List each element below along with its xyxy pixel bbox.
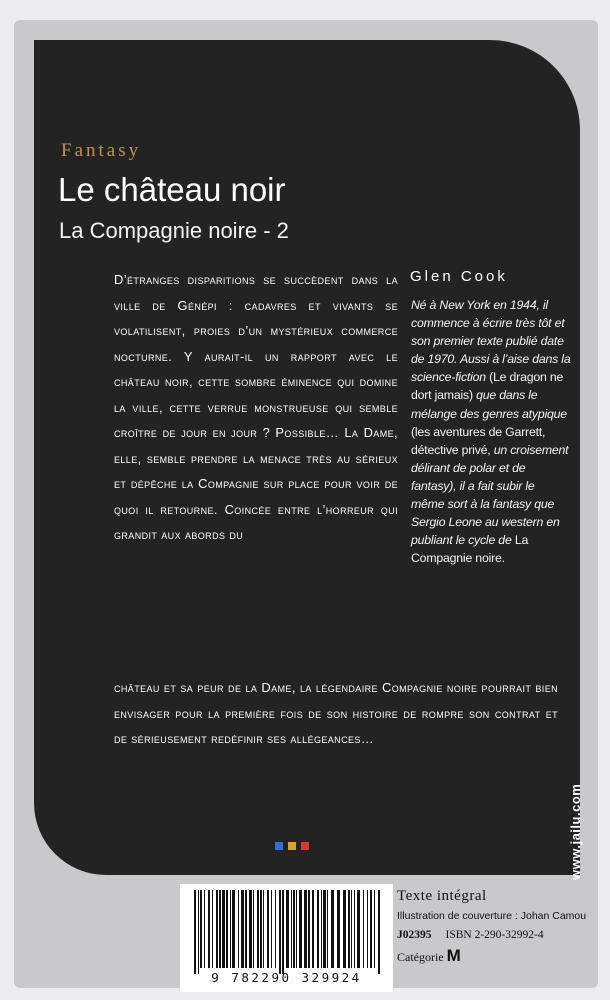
barcode-bar bbox=[291, 890, 292, 968]
barcode-bar bbox=[343, 890, 346, 968]
integral-text-label: Texte intégral bbox=[397, 888, 487, 904]
barcode-bar bbox=[267, 890, 269, 968]
book-subtitle: La Compagnie noire - 2 bbox=[59, 218, 289, 243]
blurb-text-bottom: château et sa peur de la Dame, la légendaire Compagnie noire pourrait bien envisager pour la première fois de son histoire de rompre son contrat et de sérieusement redéfinir ses allégeances… bbox=[114, 680, 558, 746]
barcode-bar bbox=[337, 890, 340, 968]
barcode-bar bbox=[253, 890, 254, 968]
product-code: J02395 bbox=[397, 929, 432, 941]
barcode-bar bbox=[348, 890, 350, 968]
barcode-bar bbox=[245, 890, 247, 968]
barcode-bar bbox=[212, 890, 213, 968]
bio-part-6: La Compagnie noire. bbox=[411, 533, 529, 566]
bio-part-3: que dans le mélange des genres atypique bbox=[411, 388, 567, 421]
barcode-bar bbox=[304, 890, 307, 968]
category-line bbox=[397, 946, 597, 966]
author-bio bbox=[411, 296, 571, 567]
barcode-bar bbox=[282, 890, 284, 974]
barcode-bar bbox=[208, 890, 210, 968]
barcode-bar bbox=[351, 890, 352, 968]
barcode-bar bbox=[367, 890, 368, 968]
barcode-bar bbox=[312, 890, 314, 968]
bio-part-5: un croisement délirant de polar et de fantasy), il a fait subir le même sort à la fantasy que Sergio Leone au western en publiant le cycle de bbox=[411, 442, 569, 548]
red-dot bbox=[301, 842, 309, 850]
barcode-bar bbox=[216, 890, 218, 968]
barcode-bar bbox=[271, 890, 272, 968]
barcode-bar bbox=[226, 890, 228, 968]
barcode-bar bbox=[323, 890, 326, 968]
blue-dot bbox=[275, 842, 283, 850]
barcode-bar bbox=[370, 890, 372, 968]
barcode-bar bbox=[331, 890, 334, 968]
category-label: Catégorie bbox=[397, 950, 444, 964]
barcode-bar bbox=[363, 890, 364, 968]
barcode bbox=[180, 884, 393, 992]
barcode-bar bbox=[308, 890, 310, 968]
barcode-bar bbox=[238, 890, 239, 968]
genre-label: Fantasy bbox=[61, 140, 142, 161]
barcode-bar bbox=[198, 890, 199, 974]
color-dots bbox=[275, 842, 309, 850]
illustration-credit: Illustration de couverture : Johan Camou bbox=[397, 910, 587, 922]
barcode-bar bbox=[354, 890, 355, 968]
barcode-number: 9 782290 329924 bbox=[211, 970, 362, 985]
publisher-website: www.jailu.com bbox=[568, 783, 583, 880]
author-name: Glen Cook bbox=[410, 268, 508, 285]
barcode-bar bbox=[257, 890, 259, 968]
barcode-bar bbox=[327, 890, 328, 968]
barcode-bars bbox=[180, 884, 393, 974]
barcode-bar bbox=[321, 890, 322, 968]
barcode-bar bbox=[378, 890, 380, 974]
bio-part-2: (Le dragon ne dort jamais) bbox=[411, 370, 564, 403]
barcode-bar bbox=[299, 890, 302, 968]
publication-info bbox=[397, 888, 597, 966]
barcode-bar bbox=[232, 890, 235, 968]
barcode-bar bbox=[194, 890, 196, 974]
orange-dot bbox=[288, 842, 296, 850]
barcode-bar bbox=[275, 890, 276, 968]
barcode-bar bbox=[357, 890, 360, 968]
barcode-bar bbox=[293, 890, 295, 968]
barcode-bar bbox=[263, 890, 264, 968]
barcode-bar bbox=[374, 890, 375, 968]
barcode-bar bbox=[204, 890, 205, 968]
isbn: ISBN 2-290-32992-4 bbox=[445, 929, 544, 941]
code-isbn-line bbox=[397, 929, 597, 941]
category-value: M bbox=[446, 946, 461, 965]
book-title: Le château noir bbox=[58, 171, 286, 208]
barcode-bar bbox=[296, 890, 297, 968]
barcode-bar bbox=[317, 890, 319, 968]
barcode-bar bbox=[200, 890, 202, 968]
blurb-text-top: D’étranges disparitions se succèdent dans la ville de Génépi : cadavres et vivants se volatilisent, proies d’un mystérieux commerce nocturne. Y aurait-il un rapport avec le château noir, cette sombre éminence qui domine la ville, cette verrue monstrueuse qui semble croître de jour en jour ? Possible… La Dame, elle, semble prendre la menace très au sérieux et dépêche la Compagnie sur place pour voir de quoi il retourne. Coincée entre l’horreur qui grandit aux abords du bbox=[114, 272, 398, 542]
barcode-bar bbox=[249, 890, 252, 968]
bio-part-1: Né à New York en 1944, il commence à écrire très tôt et son premier texte publié date de 1970. Aussi à l’aise dans la science-fiction bbox=[411, 298, 571, 385]
barcode-bar bbox=[286, 890, 289, 968]
bio-part-4: (les aventures de Garrett, détective privé, bbox=[411, 424, 546, 457]
barcode-bar bbox=[279, 890, 281, 974]
barcode-bar bbox=[260, 890, 262, 968]
barcode-bar bbox=[230, 890, 231, 968]
barcode-bar bbox=[222, 890, 225, 968]
barcode-bar bbox=[241, 890, 244, 968]
barcode-bar bbox=[219, 890, 221, 968]
